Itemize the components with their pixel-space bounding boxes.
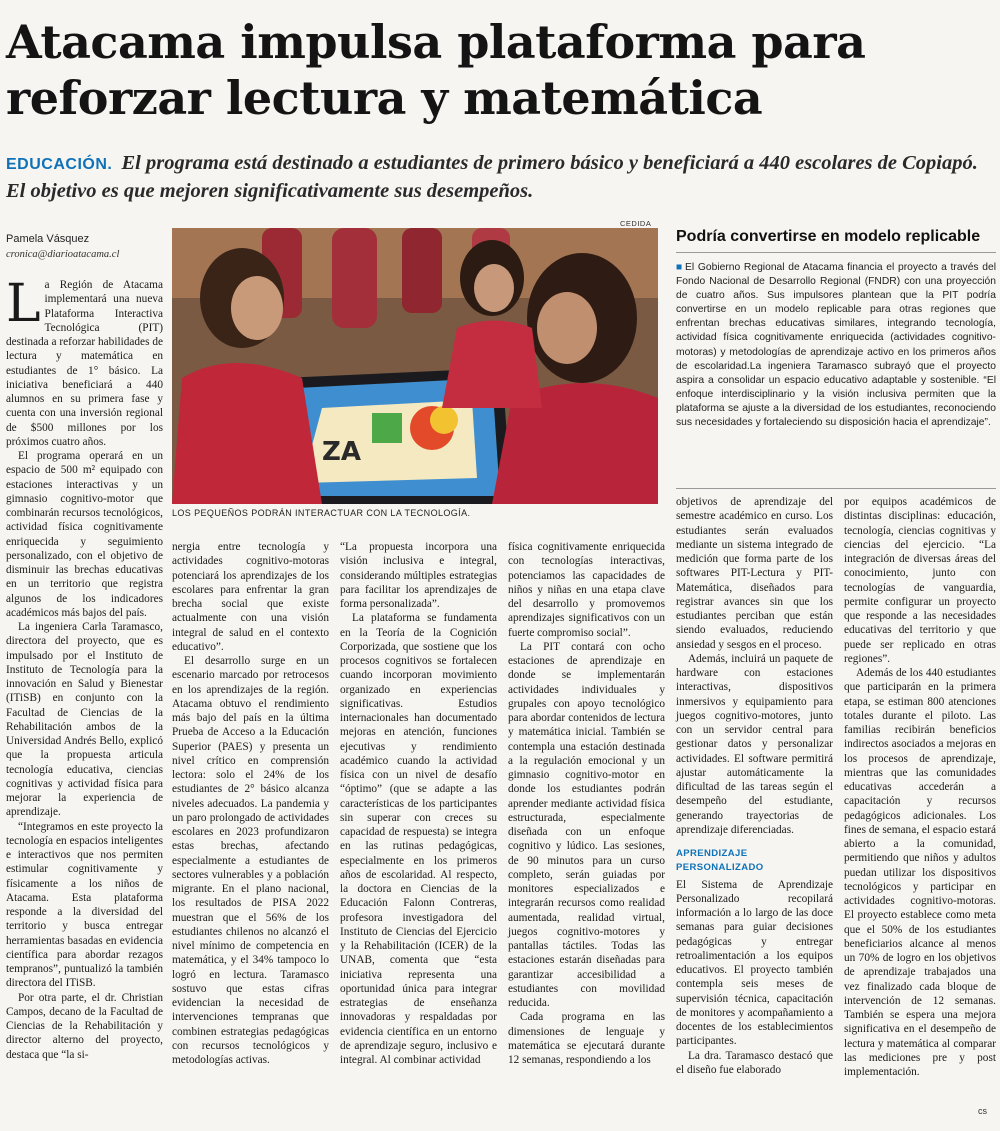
deck	[6, 150, 994, 205]
deck-text: El programa está destinado a estudiantes de primero básico y beneficiará a 440 escolares de Copiapó. El objetivo es que mejoren significativamente sus desempeños.	[6, 152, 978, 202]
article-paragraph: La plataforma se fundamenta en la Teoría de la Cognición Corporizada, que sostiene que los procesos cognitivos se fortalecen cuando incorporan movimiento organizado en experiencias significativas. Estudios internacionales han documentado mejoras en atención, funciones ejecutivas y rendimiento académico cuando la actividad física con un nivel de desafío “óptimo” (que se adapte a las características de los participantes sin superar con creces su capacidad de respuesta) se integra en las rutinas pedagógicas, especialmente en los primeros años de escolaridad. Al respecto, la doctora en Ciencias de la Educación Falonn Contreras, profesora investigadora del Instituto de Ciencias del Ejercicio y la Rehabilitación (ICER) de la UNAB, comenta que “esta iniciativa representa una oportunidad única para integrar estrategias de enseñanza innovadoras y respaldadas por evidencia científica en un entorno de aprendizaje seguro, inclusivo e integral. Al combinar actividad	[340, 612, 497, 1066]
article-paragraph: Por otra parte, el dr. Christian Campos, decano de la Facultad de Ciencias de la Rehabilitación y director alterno del proyecto, destaca que “la si-	[6, 991, 163, 1061]
screen-text: ZA	[322, 437, 361, 467]
article-column-3	[340, 540, 497, 1124]
article-paragraph: por equipos académicos de distintas disciplinas: educación, tecnología, ciencias cognitivas y ciencias del ejercicio. “La integración de diversas áreas del conocimiento, junto con tecnologías de vanguardia, permite configurar un proyecto que responde a las necesidades educativas del territorio y que puede ser replicado en otras regiones”.	[844, 496, 996, 665]
article-paragraph: El desarrollo surge en un escenario marcado por retrocesos en los aprendizajes de la región. Atacama obtuvo el rendimiento más bajo del país en la última Prueba de Acceso a la Educación Superior (PAES) y presenta un nivel crítico en comprensión lectora: solo el 24% de los estudiantes de 2° básico alcanza niveles adecuados. La pandemia y un paro prolongado de actividades escolares en 2023 profundizaron estas brechas, afectando especialmente a estudiantes de sectores vulnerables y a población migrante. En el plano nacional, los resultados de PISA 2022 muestran que el 56% de los estudiantes chilenos no alcanzó el nivel mínimo de competencia en matemática, y el 34% tampoco lo logró en lectura. Taramasco sostuvo que estas cifras evidencian la necesidad de intervenciones tempranas que combinen estrategias pedagógicas con recursos tecnológicos y metodologías activas.	[172, 655, 329, 1066]
article-paragraph: La Región de Atacama implementará una nueva Plataforma Interactiva Tecnológica (PIT) destinada a reforzar habilidades de lectura y matemática en estudiantes de 1° básico. La iniciativa beneficiará a 440 alumnos en su primera fase y cuenta con una inversión regional de $500 millones por los próximos cuatro años.	[6, 274, 163, 448]
byline-author: Pamela Vásquez	[6, 233, 90, 245]
section-tag: EDUCACIÓN.	[6, 156, 113, 173]
article-paragraph: Cada programa en las dimensiones de lenguaje y matemática se ejecutará durante 12 semanas, respondiendo a los	[508, 1011, 665, 1066]
headline: Atacama impulsa plataforma para reforzar lectura y matemática	[6, 15, 866, 125]
article-paragraph: física cognitivamente enriquecida con tecnologías interactivas, potenciamos las capacidades de niños y niñas en una etapa clave del desarrollo y promovemos aprendizajes significativos con un fuerte compromiso social”.	[508, 541, 665, 639]
article-paragraph: “La propuesta incorpora una visión inclusiva e integral, considerando múltiples estrategias para facilitar los aprendizajes de forma personalizada”.	[340, 541, 497, 610]
article-paragraph: objetivos de aprendizaje del semestre académico en curso. Los estudiantes serán evaluados mediante un sistema integrado de medición que forma parte de los softwares PIT-Lectura y PIT-Matemática, diseñados para registrar avances sin que los estudiantes perciban que están siendo evaluados, reduciendo ansiedad y sesgos en el proceso.	[676, 496, 833, 651]
sidebar-rule-top	[676, 252, 996, 253]
byline-email: cronica@diarioatacama.cl	[6, 249, 120, 260]
sidebar-rule-bottom	[676, 488, 996, 489]
subhead: APRENDIZAJE PERSONALIZADO	[676, 848, 764, 874]
article-paragraph: Además de los 440 estudiantes que participarán en la primera etapa, se estiman 800 atenciones totales durante el piloto. Las familias recibirán beneficios indirectos asociados a mejoras en los procesos de aprendizaje, mientras que las comunidades educativas accederán a capacitación y recursos pedagógicos adicionales. Los fines de semana, el espacio estará abierto a la comunidad, permitiendo que niños y adultos puedan utilizar los dispositivos tecnológicos y participar en actividades cognitivo-motoras. El proyecto establece como meta que el 50% de los estudiantes beneficiarios alcance al menos un 70% de logro en los objetivos de aprendizaje trabajados una vez finalizado cada bloque de intervención de 12 semanas. También se espera una mejora significativa en el desempeño de lectura y matemática al comparar las mediciones pre y post implementación.	[844, 667, 996, 1078]
photo-caption: LOS PEQUEÑOS PODRÁN INTERACTUAR CON LA TECNOLOGÍA.	[172, 508, 471, 518]
article-column-1	[6, 274, 163, 1122]
sidebar-title: Podría convertirse en modelo replicable	[676, 228, 981, 245]
article-paragraph: El programa operará en un espacio de 500 m² equipado con estaciones interactivas y un gimnasio cognitivo-motor que combinarán recursos tecnológicos, actividad física cognitivamente enriquecida y seguimiento personalizado, con el objetivo de disminuir las brechas educativas en un territorio que registra algunos de los indicadores académicos más bajos del país.	[6, 450, 163, 619]
article-photo	[172, 228, 658, 504]
photo-illustration	[172, 228, 658, 504]
article-column-6	[844, 495, 996, 1124]
article-paragraph: nergia entre tecnología y actividades cognitivo-motoras potenciará los aprendizajes de los escolares para enfrentar la gran brecha social que existe actualmente con una visión integral de salud en el contexto educativo”.	[172, 541, 329, 653]
sidebar-body	[676, 261, 996, 430]
sidebar-text: El Gobierno Regional de Atacama financia el proyecto a través del Fondo Nacional de Desarrollo Regional (FNDR) con una proyección de cuatro años. Sus impulsores plantean que la PIT podría convertirse en un modelo replicable para otras regiones que enfrentan brechas educativas similares, integrando tecnología, actividad física cognitivamente enriquecida (actividades cognitivo-motoras) y metodologías de aprendizaje activo en los primeros años de escolaridad.La ingeniera Taramasco subrayó que el proyecto aspira a consolidar un espacio educativo adaptable y sostenible. “El enfoque interdisciplinario y la visión inclusiva permiten que la plataforma se ajuste a la diversidad de los estudiantes, reconociendo sus necesidades y fortaleciendo su disposición hacia el aprendizaje”.	[676, 262, 996, 429]
article-paragraph: “Integramos en este proyecto la tecnología en espacios inteligentes e interactivos que nos permiten estimular cognitivamente y físicamente a los niños de Atacama. Esta plataforma responde a la diversidad del territorio y busca entregar herramientas basadas en evidencia científica para abordar rezagos tempranos”, puntualizó la también directora del ITiSB.	[6, 820, 163, 990]
article-paragraph: Además, incluirá un paquete de hardware con estaciones interactivas, dispositivos inmersivos y equipamiento para juegos cognitivo-motores, junto con un servidor central para gestionar datos y personalizar actividades. El software permitirá ajustar automáticamente la dificultad de las tareas según el desempeño del estudiante, generando trayectorias de aprendizaje diferenciadas.	[676, 652, 833, 836]
drop-cap: L	[6, 274, 41, 334]
article-column-5	[676, 495, 833, 1124]
photo-credit: CEDIDA	[620, 219, 652, 228]
article-column-4	[508, 540, 665, 1124]
article-paragraph: El Sistema de Aprendizaje Personalizado recopilará información a lo largo de las doce semanas para guiar decisiones pedagógicas y entregar retroalimentación a los equipos educativos. El proyecto también contempla seis meses de supervisión técnica, capacitación de monitores y acompañamiento a docentes de los establecimientos participantes.	[676, 878, 833, 1048]
article-paragraph: La PIT contará con ocho estaciones de aprendizaje en donde se implementarán actividades individuales y grupales con apoyo tecnológico para abordar contenidos de lectura y matemática inicial. También se contempla una estación destinada a la regulación emocional y un gimnasio cognitivo-motor en donde los estudiantes podrán aprender mediante actividad física estructurada, especialmente diseñada con un enfoque cognitivo y lúdico. Las sesiones, de 90 minutos para un curso completo, serán guiadas por monitores especializados e integrarán recursos como realidad aumentada, realidad virtual, juegos cognitivo-motores y pantallas táctiles. Todas las estaciones estarán diseñadas para garantizar accesibilidad a estudiantes con movilidad reducida.	[508, 640, 665, 1009]
article-paragraph: La ingeniera Carla Taramasco, directora del proyecto, que es impulsado por el Instituto de Instituto de Tecnología para la innovación en Salud y Bienestar (ITiSB) en conjunto con la Facultad de Ciencias de la Rehabilitación ambos de la Universidad Andrés Bello, explicó que la propuesta articula tecnología educativa, ciencias cognitivas y actividad física para mejorar la experiencia de aprendizaje.	[6, 621, 163, 819]
article-paragraph: La dra. Taramasco destacó que el diseño fue elaborado	[676, 1049, 833, 1076]
sidebar-bullet-icon: ■	[676, 262, 684, 273]
article-column-2	[172, 540, 329, 1124]
end-mark: cs	[978, 1106, 987, 1116]
